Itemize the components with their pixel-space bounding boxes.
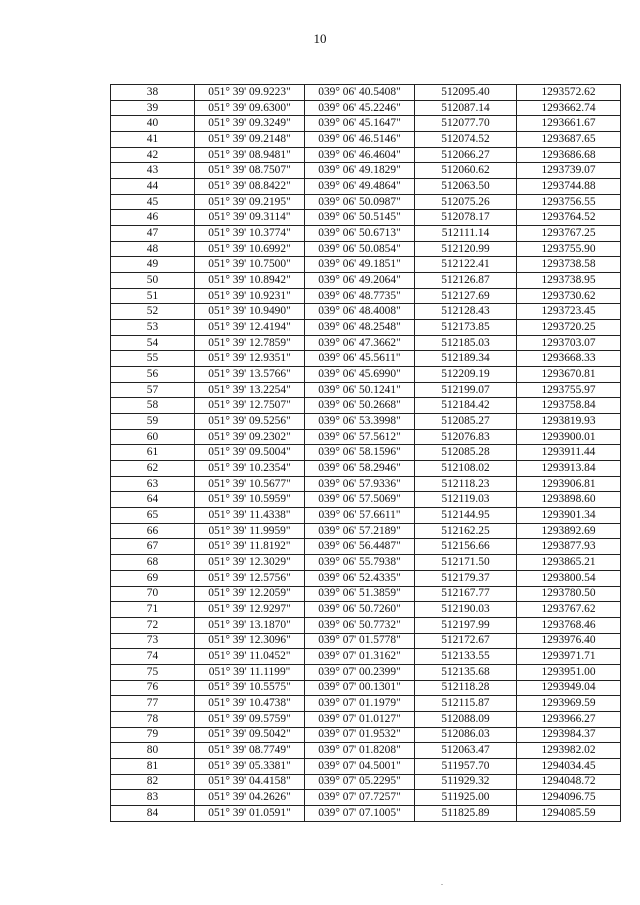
y-coordinate-cell: 1293906.81	[517, 476, 621, 492]
x-coordinate-cell: 512085.28	[415, 445, 517, 461]
table-row	[111, 351, 621, 367]
table-row	[111, 586, 621, 602]
x-coordinate-cell: 512063.47	[415, 743, 517, 759]
x-coordinate-cell: 512095.40	[415, 85, 517, 101]
latitude-cell: 051° 39' 09.6300"	[195, 100, 305, 116]
latitude-cell: 051° 39' 09.5759"	[195, 711, 305, 727]
longitude-cell: 039° 06' 57.9336"	[305, 476, 415, 492]
y-coordinate-cell: 1293911.44	[517, 445, 621, 461]
point-number-cell: 46	[111, 210, 195, 226]
table-row	[111, 633, 621, 649]
point-number-cell: 56	[111, 367, 195, 383]
latitude-cell: 051° 39' 12.7859"	[195, 335, 305, 351]
point-number-cell: 73	[111, 633, 195, 649]
latitude-cell: 051° 39' 10.7500"	[195, 257, 305, 273]
x-coordinate-cell: 512135.68	[415, 664, 517, 680]
y-coordinate-cell: 1293661.67	[517, 116, 621, 132]
x-coordinate-cell: 512179.37	[415, 570, 517, 586]
longitude-cell: 039° 07' 01.1979"	[305, 696, 415, 712]
table-row	[111, 649, 621, 665]
x-coordinate-cell: 512060.62	[415, 163, 517, 179]
y-coordinate-cell: 1293723.45	[517, 304, 621, 320]
table-row	[111, 382, 621, 398]
latitude-cell: 051° 39' 10.5677"	[195, 476, 305, 492]
table-row	[111, 398, 621, 414]
x-coordinate-cell: 512199.07	[415, 382, 517, 398]
point-number-cell: 44	[111, 179, 195, 195]
y-coordinate-cell: 1293744.88	[517, 179, 621, 195]
point-number-cell: 68	[111, 555, 195, 571]
longitude-cell: 039° 06' 57.5069"	[305, 492, 415, 508]
x-coordinate-cell: 512120.99	[415, 241, 517, 257]
y-coordinate-cell: 1293969.59	[517, 696, 621, 712]
longitude-cell: 039° 06' 49.1851"	[305, 257, 415, 273]
point-number-cell: 48	[111, 241, 195, 257]
latitude-cell: 051° 39' 10.9490"	[195, 304, 305, 320]
y-coordinate-cell: 1293966.27	[517, 711, 621, 727]
table-row	[111, 539, 621, 555]
latitude-cell: 051° 39' 13.2254"	[195, 382, 305, 398]
table-row	[111, 790, 621, 806]
point-number-cell: 57	[111, 382, 195, 398]
point-number-cell: 63	[111, 476, 195, 492]
y-coordinate-cell: 1293767.25	[517, 226, 621, 242]
longitude-cell: 039° 06' 49.2064"	[305, 273, 415, 289]
table-row	[111, 194, 621, 210]
longitude-cell: 039° 06' 51.3859"	[305, 586, 415, 602]
table-row	[111, 429, 621, 445]
x-coordinate-cell: 512115.87	[415, 696, 517, 712]
latitude-cell: 051° 39' 08.7749"	[195, 743, 305, 759]
latitude-cell: 051° 39' 09.3114"	[195, 210, 305, 226]
table-row	[111, 147, 621, 163]
latitude-cell: 051° 39' 10.5959"	[195, 492, 305, 508]
y-coordinate-cell: 1293738.58	[517, 257, 621, 273]
x-coordinate-cell: 512066.27	[415, 147, 517, 163]
table-row	[111, 680, 621, 696]
y-coordinate-cell: 1293670.81	[517, 367, 621, 383]
table-row	[111, 414, 621, 430]
x-coordinate-cell: 512162.25	[415, 523, 517, 539]
scan-speck	[441, 884, 443, 885]
latitude-cell: 051° 39' 09.3249"	[195, 116, 305, 132]
point-number-cell: 67	[111, 539, 195, 555]
point-number-cell: 54	[111, 335, 195, 351]
x-coordinate-cell: 512126.87	[415, 273, 517, 289]
point-number-cell: 50	[111, 273, 195, 289]
table-row	[111, 758, 621, 774]
point-number-cell: 79	[111, 727, 195, 743]
latitude-cell: 051° 39' 11.8192"	[195, 539, 305, 555]
latitude-cell: 051° 39' 04.4158"	[195, 774, 305, 790]
longitude-cell: 039° 07' 07.7257"	[305, 790, 415, 806]
x-coordinate-cell: 512086.03	[415, 727, 517, 743]
longitude-cell: 039° 06' 57.5612"	[305, 429, 415, 445]
table-row	[111, 288, 621, 304]
x-coordinate-cell: 512118.23	[415, 476, 517, 492]
y-coordinate-cell: 1293758.84	[517, 398, 621, 414]
longitude-cell: 039° 07' 04.5001"	[305, 758, 415, 774]
latitude-cell: 051° 39' 08.9481"	[195, 147, 305, 163]
y-coordinate-cell: 1293780.50	[517, 586, 621, 602]
latitude-cell: 051° 39' 13.1870"	[195, 617, 305, 633]
x-coordinate-cell: 512108.02	[415, 461, 517, 477]
y-coordinate-cell: 1293982.02	[517, 743, 621, 759]
longitude-cell: 039° 07' 01.8208"	[305, 743, 415, 759]
table-row	[111, 696, 621, 712]
longitude-cell: 039° 06' 53.3998"	[305, 414, 415, 430]
x-coordinate-cell: 512171.50	[415, 555, 517, 571]
y-coordinate-cell: 1294048.72	[517, 774, 621, 790]
point-number-cell: 80	[111, 743, 195, 759]
x-coordinate-cell: 512144.95	[415, 508, 517, 524]
page-number: 10	[313, 31, 327, 46]
latitude-cell: 051° 39' 10.2354"	[195, 461, 305, 477]
x-coordinate-cell: 512063.50	[415, 179, 517, 195]
latitude-cell: 051° 39' 12.3096"	[195, 633, 305, 649]
y-coordinate-cell: 1293951.00	[517, 664, 621, 680]
latitude-cell: 051° 39' 10.8942"	[195, 273, 305, 289]
y-coordinate-cell: 1293755.90	[517, 241, 621, 257]
latitude-cell: 051° 39' 09.2195"	[195, 194, 305, 210]
x-coordinate-cell: 512127.69	[415, 288, 517, 304]
y-coordinate-cell: 1293949.04	[517, 680, 621, 696]
longitude-cell: 039° 06' 57.2189"	[305, 523, 415, 539]
latitude-cell: 051° 39' 10.6992"	[195, 241, 305, 257]
y-coordinate-cell: 1293819.93	[517, 414, 621, 430]
point-number-cell: 62	[111, 461, 195, 477]
point-number-cell: 77	[111, 696, 195, 712]
table-row	[111, 602, 621, 618]
x-coordinate-cell: 512173.85	[415, 320, 517, 336]
longitude-cell: 039° 07' 01.5778"	[305, 633, 415, 649]
x-coordinate-cell: 512197.99	[415, 617, 517, 633]
longitude-cell: 039° 06' 49.1829"	[305, 163, 415, 179]
y-coordinate-cell: 1293662.74	[517, 100, 621, 116]
latitude-cell: 051° 39' 12.3029"	[195, 555, 305, 571]
longitude-cell: 039° 06' 50.7260"	[305, 602, 415, 618]
point-number-cell: 43	[111, 163, 195, 179]
point-number-cell: 51	[111, 288, 195, 304]
y-coordinate-cell: 1293971.71	[517, 649, 621, 665]
point-number-cell: 82	[111, 774, 195, 790]
latitude-cell: 051° 39' 05.3381"	[195, 758, 305, 774]
y-coordinate-cell: 1293768.46	[517, 617, 621, 633]
latitude-cell: 051° 39' 08.7507"	[195, 163, 305, 179]
longitude-cell: 039° 06' 50.7732"	[305, 617, 415, 633]
latitude-cell: 051° 39' 12.5756"	[195, 570, 305, 586]
table-row	[111, 163, 621, 179]
table-row	[111, 445, 621, 461]
point-number-cell: 52	[111, 304, 195, 320]
y-coordinate-cell: 1293668.33	[517, 351, 621, 367]
y-coordinate-cell: 1293687.65	[517, 132, 621, 148]
point-number-cell: 64	[111, 492, 195, 508]
point-number-cell: 49	[111, 257, 195, 273]
x-coordinate-cell: 512085.27	[415, 414, 517, 430]
point-number-cell: 58	[111, 398, 195, 414]
point-number-cell: 59	[111, 414, 195, 430]
point-number-cell: 47	[111, 226, 195, 242]
y-coordinate-cell: 1293900.01	[517, 429, 621, 445]
latitude-cell: 051° 39' 13.5766"	[195, 367, 305, 383]
point-number-cell: 40	[111, 116, 195, 132]
x-coordinate-cell: 512074.52	[415, 132, 517, 148]
longitude-cell: 039° 06' 45.2246"	[305, 100, 415, 116]
latitude-cell: 051° 39' 09.5042"	[195, 727, 305, 743]
latitude-cell: 051° 39' 11.9959"	[195, 523, 305, 539]
latitude-cell: 051° 39' 08.8422"	[195, 179, 305, 195]
latitude-cell: 051° 39' 11.0452"	[195, 649, 305, 665]
table-row	[111, 743, 621, 759]
point-number-cell: 42	[111, 147, 195, 163]
longitude-cell: 039° 06' 50.2668"	[305, 398, 415, 414]
x-coordinate-cell: 512167.77	[415, 586, 517, 602]
x-coordinate-cell: 512076.83	[415, 429, 517, 445]
latitude-cell: 051° 39' 11.4338"	[195, 508, 305, 524]
x-coordinate-cell: 512156.66	[415, 539, 517, 555]
y-coordinate-cell: 1293739.07	[517, 163, 621, 179]
x-coordinate-cell: 512075.26	[415, 194, 517, 210]
table-row	[111, 508, 621, 524]
table-row	[111, 273, 621, 289]
longitude-cell: 039° 06' 48.2548"	[305, 320, 415, 336]
point-number-cell: 55	[111, 351, 195, 367]
point-number-cell: 69	[111, 570, 195, 586]
y-coordinate-cell: 1293976.40	[517, 633, 621, 649]
point-number-cell: 74	[111, 649, 195, 665]
point-number-cell: 72	[111, 617, 195, 633]
latitude-cell: 051° 39' 09.2148"	[195, 132, 305, 148]
longitude-cell: 039° 07' 00.2399"	[305, 664, 415, 680]
table-row	[111, 570, 621, 586]
latitude-cell: 051° 39' 11.1199"	[195, 664, 305, 680]
point-number-cell: 60	[111, 429, 195, 445]
x-coordinate-cell: 511929.32	[415, 774, 517, 790]
table-row	[111, 116, 621, 132]
point-number-cell: 65	[111, 508, 195, 524]
x-coordinate-cell: 512087.14	[415, 100, 517, 116]
longitude-cell: 039° 06' 50.0987"	[305, 194, 415, 210]
longitude-cell: 039° 06' 45.6990"	[305, 367, 415, 383]
table-row	[111, 476, 621, 492]
point-number-cell: 84	[111, 805, 195, 821]
y-coordinate-cell: 1293913.84	[517, 461, 621, 477]
y-coordinate-cell: 1293686.68	[517, 147, 621, 163]
y-coordinate-cell: 1294096.75	[517, 790, 621, 806]
latitude-cell: 051° 39' 04.2626"	[195, 790, 305, 806]
table-row	[111, 100, 621, 116]
x-coordinate-cell: 512111.14	[415, 226, 517, 242]
y-coordinate-cell: 1294034.45	[517, 758, 621, 774]
y-coordinate-cell: 1293800.54	[517, 570, 621, 586]
table-row	[111, 555, 621, 571]
longitude-cell: 039° 07' 01.3162"	[305, 649, 415, 665]
longitude-cell: 039° 07' 05.2295"	[305, 774, 415, 790]
latitude-cell: 051° 39' 10.3774"	[195, 226, 305, 242]
latitude-cell: 051° 39' 10.4738"	[195, 696, 305, 712]
point-number-cell: 38	[111, 85, 195, 101]
y-coordinate-cell: 1293892.69	[517, 523, 621, 539]
latitude-cell: 051° 39' 09.9223"	[195, 85, 305, 101]
y-coordinate-cell: 1293865.21	[517, 555, 621, 571]
x-coordinate-cell: 511957.70	[415, 758, 517, 774]
longitude-cell: 039° 06' 46.5146"	[305, 132, 415, 148]
table-row	[111, 304, 621, 320]
latitude-cell: 051° 39' 12.2059"	[195, 586, 305, 602]
x-coordinate-cell: 512209.19	[415, 367, 517, 383]
latitude-cell: 051° 39' 09.5256"	[195, 414, 305, 430]
point-number-cell: 76	[111, 680, 195, 696]
longitude-cell: 039° 06' 50.6713"	[305, 226, 415, 242]
x-coordinate-cell: 512078.17	[415, 210, 517, 226]
longitude-cell: 039° 06' 49.4864"	[305, 179, 415, 195]
longitude-cell: 039° 06' 48.4008"	[305, 304, 415, 320]
longitude-cell: 039° 06' 40.5408"	[305, 85, 415, 101]
longitude-cell: 039° 07' 00.1301"	[305, 680, 415, 696]
table-row	[111, 335, 621, 351]
x-coordinate-cell: 512118.28	[415, 680, 517, 696]
point-number-cell: 66	[111, 523, 195, 539]
longitude-cell: 039° 07' 07.1005"	[305, 805, 415, 821]
longitude-cell: 039° 06' 46.4604"	[305, 147, 415, 163]
y-coordinate-cell: 1293767.62	[517, 602, 621, 618]
latitude-cell: 051° 39' 12.9351"	[195, 351, 305, 367]
point-number-cell: 61	[111, 445, 195, 461]
table-row	[111, 727, 621, 743]
point-number-cell: 78	[111, 711, 195, 727]
y-coordinate-cell: 1293720.25	[517, 320, 621, 336]
longitude-cell: 039° 06' 48.7735"	[305, 288, 415, 304]
latitude-cell: 051° 39' 09.2302"	[195, 429, 305, 445]
y-coordinate-cell: 1294085.59	[517, 805, 621, 821]
y-coordinate-cell: 1293738.95	[517, 273, 621, 289]
point-number-cell: 39	[111, 100, 195, 116]
table-row	[111, 805, 621, 821]
latitude-cell: 051° 39' 12.9297"	[195, 602, 305, 618]
table-row	[111, 226, 621, 242]
latitude-cell: 051° 39' 10.9231"	[195, 288, 305, 304]
x-coordinate-cell: 512088.09	[415, 711, 517, 727]
coordinates-table-body	[111, 85, 621, 822]
coordinates-table	[110, 84, 621, 822]
y-coordinate-cell: 1293877.93	[517, 539, 621, 555]
latitude-cell: 051° 39' 01.0591"	[195, 805, 305, 821]
table-row	[111, 257, 621, 273]
latitude-cell: 051° 39' 12.4194"	[195, 320, 305, 336]
x-coordinate-cell: 512128.43	[415, 304, 517, 320]
x-coordinate-cell: 512189.34	[415, 351, 517, 367]
x-coordinate-cell: 512119.03	[415, 492, 517, 508]
table-row	[111, 320, 621, 336]
point-number-cell: 71	[111, 602, 195, 618]
longitude-cell: 039° 06' 56.4487"	[305, 539, 415, 555]
point-number-cell: 83	[111, 790, 195, 806]
table-row	[111, 617, 621, 633]
x-coordinate-cell: 512185.03	[415, 335, 517, 351]
table-row	[111, 461, 621, 477]
x-coordinate-cell: 511925.00	[415, 790, 517, 806]
table-row	[111, 523, 621, 539]
longitude-cell: 039° 06' 50.1241"	[305, 382, 415, 398]
table-row	[111, 210, 621, 226]
y-coordinate-cell: 1293984.37	[517, 727, 621, 743]
longitude-cell: 039° 06' 45.1647"	[305, 116, 415, 132]
table-row	[111, 711, 621, 727]
longitude-cell: 039° 06' 58.1596"	[305, 445, 415, 461]
point-number-cell: 81	[111, 758, 195, 774]
y-coordinate-cell: 1293730.62	[517, 288, 621, 304]
table-row	[111, 85, 621, 101]
point-number-cell: 53	[111, 320, 195, 336]
table-row	[111, 492, 621, 508]
table-row	[111, 132, 621, 148]
longitude-cell: 039° 07' 01.0127"	[305, 711, 415, 727]
longitude-cell: 039° 06' 58.2946"	[305, 461, 415, 477]
latitude-cell: 051° 39' 12.7507"	[195, 398, 305, 414]
latitude-cell: 051° 39' 09.5004"	[195, 445, 305, 461]
y-coordinate-cell: 1293756.55	[517, 194, 621, 210]
longitude-cell: 039° 06' 50.0854"	[305, 241, 415, 257]
x-coordinate-cell: 512122.41	[415, 257, 517, 273]
longitude-cell: 039° 06' 45.5611"	[305, 351, 415, 367]
longitude-cell: 039° 06' 50.5145"	[305, 210, 415, 226]
x-coordinate-cell: 512190.03	[415, 602, 517, 618]
point-number-cell: 75	[111, 664, 195, 680]
y-coordinate-cell: 1293901.34	[517, 508, 621, 524]
x-coordinate-cell: 512077.70	[415, 116, 517, 132]
longitude-cell: 039° 06' 57.6611"	[305, 508, 415, 524]
x-coordinate-cell: 512184.42	[415, 398, 517, 414]
point-number-cell: 45	[111, 194, 195, 210]
table-row	[111, 664, 621, 680]
point-number-cell: 41	[111, 132, 195, 148]
x-coordinate-cell: 511825.89	[415, 805, 517, 821]
table-row	[111, 179, 621, 195]
y-coordinate-cell: 1293572.62	[517, 85, 621, 101]
longitude-cell: 039° 06' 55.7938"	[305, 555, 415, 571]
latitude-cell: 051° 39' 10.5575"	[195, 680, 305, 696]
point-number-cell: 70	[111, 586, 195, 602]
x-coordinate-cell: 512133.55	[415, 649, 517, 665]
longitude-cell: 039° 06' 52.4335"	[305, 570, 415, 586]
y-coordinate-cell: 1293898.60	[517, 492, 621, 508]
longitude-cell: 039° 07' 01.9532"	[305, 727, 415, 743]
x-coordinate-cell: 512172.67	[415, 633, 517, 649]
table-row	[111, 774, 621, 790]
y-coordinate-cell: 1293764.52	[517, 210, 621, 226]
longitude-cell: 039° 06' 47.3662"	[305, 335, 415, 351]
y-coordinate-cell: 1293755.97	[517, 382, 621, 398]
table-row	[111, 367, 621, 383]
table-row	[111, 241, 621, 257]
y-coordinate-cell: 1293703.07	[517, 335, 621, 351]
